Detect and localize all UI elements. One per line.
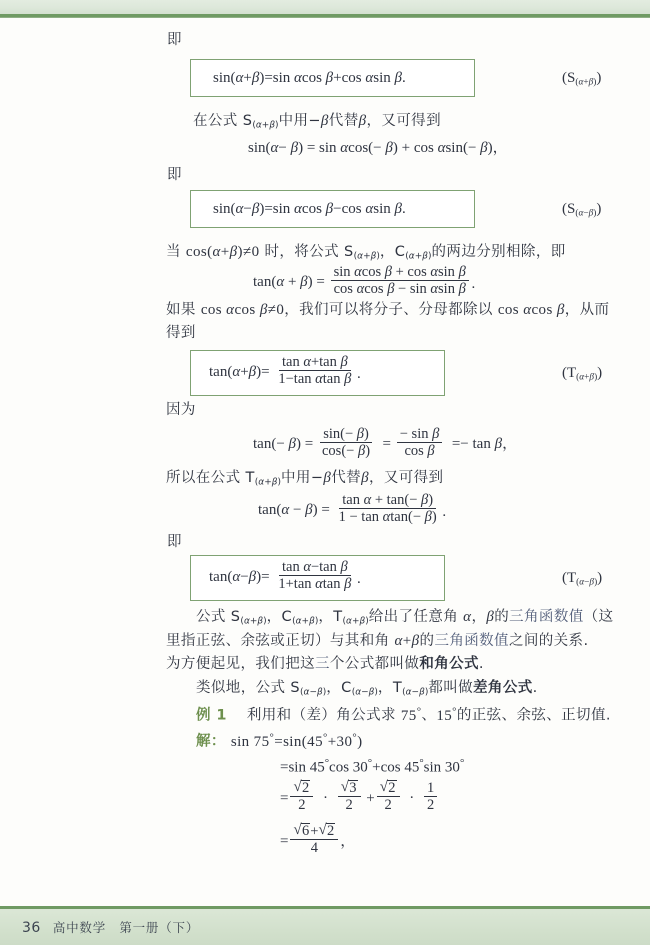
formula-tag-tan-sum: $(T_{(\alpha+\beta)})$ <box>562 365 603 383</box>
equation-tan-neg-beta: tan(− β) = $\frac{\sin(- \beta)}{\cos(- \beta)}$ = $\frac{\text{− sin β}}{\text{cos β}}$ =− tan β， <box>253 425 518 459</box>
header-rule <box>0 14 650 17</box>
fraction-neg-sin-over-cos: $\frac{\text{− sin β}}{\text{cos β}}$ <box>397 426 443 459</box>
formula-sin-diff-expression: sin(α−β)=sin αcos β−cos αsin β. <box>213 200 406 217</box>
text-if-cos-nonzero-1: 如果 cos αcos β≠0，我们可以将分子、分母都除以 cos αcos β，从而 <box>166 302 610 318</box>
solution-label: 解： <box>196 733 226 750</box>
formula-tag-sin-diff: $(S_{(\alpha-\beta)})$ <box>562 201 602 219</box>
formula-sin-sum-expression: sin(α+β)=sin αcos β+cos αsin β. <box>213 69 406 86</box>
formula-tan-sum-expression: tan(α+β)= $\frac{\text{tan α+tan β}}{\text{1−tan αtan β}}$ · <box>209 354 362 388</box>
example-label: 例 1 <box>196 707 227 724</box>
equation-tan-diff-expanded: tan(α − β) = $\frac{\text{tan α + tan(− β)}}{\text{1 − tan αtan(− β)}}$ · <box>258 491 447 525</box>
fraction-tan-sum-ratio: $\frac{\text{sin αcos β + cos αsin β}}{\text{cos αcos β − sin αsin β}}$ <box>331 264 469 297</box>
text-ji-2: 即 <box>167 167 182 183</box>
paragraph-diff-formulas: 类似地，公式 $S_{(\alpha-\beta)}$，$C_{(\alpha-\beta)}$，$T_{(\alpha-\beta)}$都叫做差角公式. <box>196 680 538 698</box>
paragraph-sum-formulas-line2: 里指正弦、余弦或正切）与其和角 α+β的三角函数值之间的关系. <box>166 633 589 649</box>
formula-box-tan-sum <box>190 350 445 396</box>
text-when-cos-nonzero: 当 cos(α+β)≠0 时，将公式 $S_{(\alpha+\beta)}$，$C_{(\alpha+\beta)}$的两边分别相除，即 <box>166 244 566 262</box>
text-if-cos-nonzero-2: 得到 <box>166 325 196 341</box>
header-decorative-band <box>0 0 650 14</box>
text-substitute-into-t: 所以在公式 $T_{(\alpha+\beta)}$中用−β代替β，又可得到 <box>166 470 444 488</box>
example-1-line: 例 1 利用和（差）角公式求 75°、15°的正弦、余弦、正切值. <box>196 705 611 724</box>
formula-box-sin-sum <box>190 59 475 97</box>
solution-line-3: = √ $\frac{2}{2}$ · √ $\frac{3}{2}$ + √ $\frac{2}{2}$ · $\frac{1}{2}$ <box>280 782 439 816</box>
paragraph-sum-formulas-line1: 公式 $S_{(\alpha+\beta)}$，$C_{(\alpha+\beta)}$，$T_{(\alpha+\beta)}$给出了任意角 α，β的三角函数值（这 <box>196 609 614 627</box>
formula-box-tan-diff <box>190 555 445 601</box>
text-ji-3: 即 <box>167 534 182 550</box>
formula-tag-tan-diff: $(T_{(\alpha-\beta)})$ <box>562 570 603 588</box>
fraction-sin-over-cos-neg: $\frac{\sin(- \beta)}{\cos(- \beta)}$ <box>321 425 371 459</box>
solution-line-2: =sin 45°cos 30°+cos 45°sin 30° <box>280 757 465 776</box>
book-title: 高中数学 第一册（下） <box>52 920 200 935</box>
equation-tan-sum-ratio: tan(α + β) = $\frac{\text{sin αcos β + cos αsin β}}{\text{cos αcos β − sin αsin β}}$ · <box>253 263 476 297</box>
text-ji-1: 即 <box>167 32 182 48</box>
formula-box-sin-diff <box>190 190 475 228</box>
text-because: 因为 <box>166 402 196 418</box>
solution-line-1: 解： sin 75°=sin(45°+30°) <box>196 731 363 750</box>
footer <box>22 918 199 936</box>
page-number: 36 <box>22 920 41 936</box>
text-substitute-into-s: 在公式 $S_{(\alpha+\beta)}$中用−β代替β，又可得到 <box>193 113 441 131</box>
formula-tan-diff-expression: tan(α−β)= $\frac{\text{tan α−tan β}}{\text{1+tan αtan β}}$ · <box>209 559 362 593</box>
fraction-tan-diff-expanded: $\frac{\text{tan α + tan(− β)}}{\text{1 − tan αtan(− β)}}$ <box>338 491 437 525</box>
formula-tag-sin-sum: $(S_{(\alpha+\beta)})$ <box>562 70 602 88</box>
paragraph-sum-formulas-line3: 为方便起见，我们把这三个公式都叫做和角公式. <box>166 656 484 672</box>
solution-line-4: = √ $\frac{6+ √ 2}{4}$ ， <box>280 825 355 859</box>
equation-sin-diff-expanded: sin(α− β) = sin αcos(− β) + cos αsin(− β)， <box>248 140 508 156</box>
